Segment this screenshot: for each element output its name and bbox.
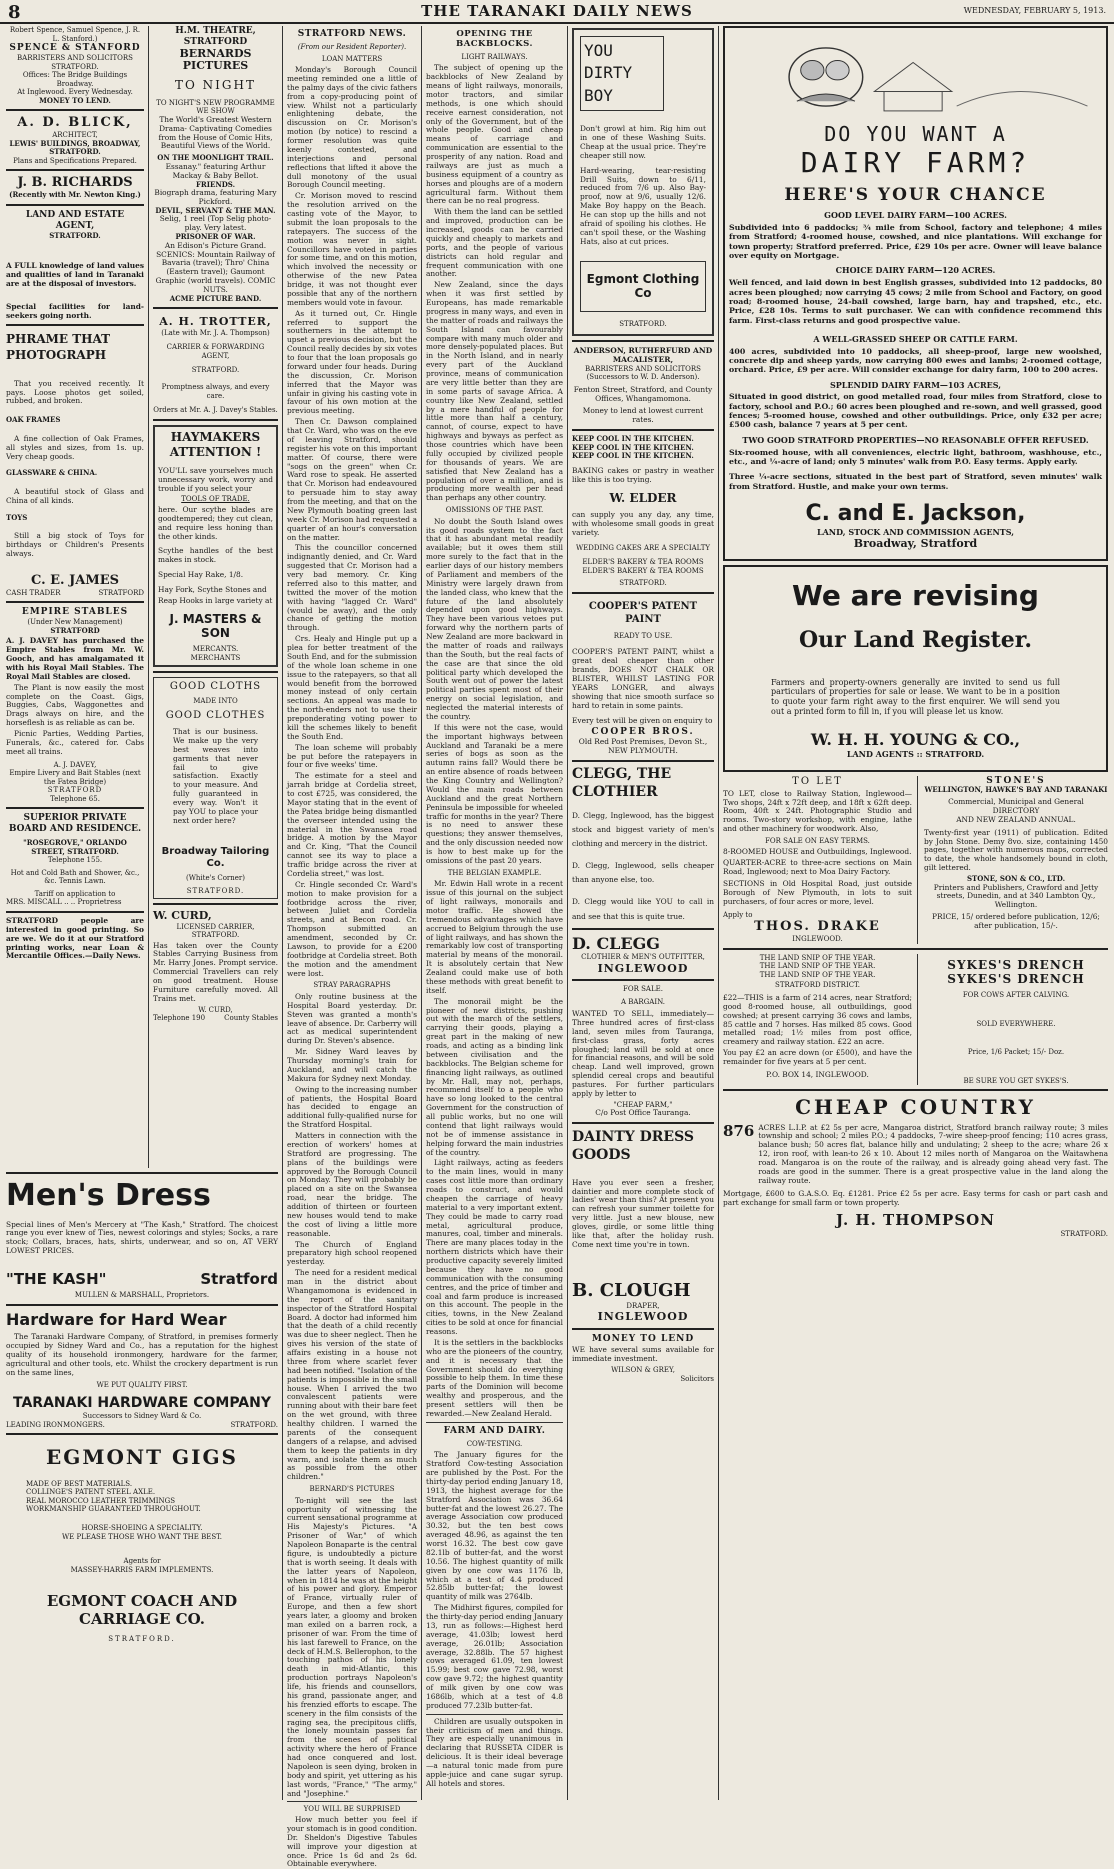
spence-inglewood: At Inglewood. Every Wednesday.: [17, 88, 133, 97]
trotter-trade: CARRIER & FORWARDING AGENT,: [166, 343, 265, 360]
blick-title: ARCHITECT,: [52, 131, 98, 140]
snip-text: £22—THIS is a farm of 214 acres, near Stratford; good 8-roomed house, all outbuildings, good cowshed; at present carrying 36 cows and lambs, 85 cattle and 7 horses. Has milked 85 cows. Good metalled road; 1½ miles from post office, creamery and railway station. £22 an acre.: [723, 992, 912, 1047]
bernards-pictures: BERNARDS PICTURES: [179, 46, 252, 73]
column-rule: [421, 26, 422, 1800]
news-para-13: Matters in connection with the erection of workers' homes at Stratford are progressing. The plans of the buildings were approved by the Borough Council on Monday. They will probably be placed on a site on the Swansea road, near the bridge. The addition of thirteen or fourteen new houses would tend to make the cost of living a little more reasonable.: [287, 1131, 417, 1238]
massey-harris: MASSEY-HARRIS FARM IMPLEMENTS.: [70, 1565, 214, 1574]
snip-district: STRATFORD DISTRICT.: [775, 981, 860, 990]
stones-text: Twenty-first year (1911) of publication. Edited by John Stone. Demy 8vo. size, containing 1450 pages, together with numerous maps, corrected to date, the whole handsomely bound in cloth, gilt lettered.: [923, 827, 1108, 873]
empire-title: EMPIRE STABLES: [21, 607, 129, 618]
blick-address: LEWIS' BUILDINGS, BROADWAY, STRATFORD.: [9, 138, 141, 157]
sykes-drench-1: SYKES'S DRENCH: [947, 957, 1085, 972]
davey-name: A. J. DAVEY,: [53, 760, 97, 769]
please-best: WE PLEASE THOSE WHO WANT THE BEST.: [61, 1532, 223, 1541]
news-para-14: The Church of England preparatory high school reopened yesterday.: [287, 1239, 417, 1267]
spence-partners: Robert Spence, Samuel Spence, J. R. L. Stanford.): [9, 26, 141, 43]
revising-text: Farmers and property-owners generally are invited to send us full particulars of properties for sale or lease. We want to be in a position to quote your farm right away to the first enquirer. We will send you out a printed form to fill in, if you will please let us know.: [771, 677, 1060, 716]
theatre-title: H.M. THEATRE, STRATFORD: [175, 26, 256, 47]
sykes-sure: BE SURE YOU GET SYKES'S.: [963, 1076, 1069, 1085]
trotter-promptness: Promptness always, and every care.: [161, 383, 270, 400]
moonlight-text: Essanay." featuring Arthur Mackay & Baby Bellot.: [165, 161, 266, 180]
news-para-4: Then Cr. Dawson complained that Cr. Ward, who was on the eve of leaving Stratford, should register his vote on this important matter. Of course, there were "sogs on the green" when Cr. Ward rose to speak. He asserted that Cr. Morison had endeavoured to persuade him to stay away from the meeting, and that on the New Plymouth boating green last week Cr. Morison had requested a quarter of an hour's conversation on the matter.: [287, 417, 417, 542]
money-to-lend: MONEY TO LEND: [591, 1333, 695, 1344]
money-text: WE have several sums available for immediate investment.: [572, 1345, 714, 1364]
clegg-text: D. Clegg, Inglewood, has the biggest stock and biggest variety of men's clothing and mercery in the district.: [572, 811, 714, 849]
thompson-name: J. H. THOMPSON: [836, 1211, 995, 1230]
loan-matters: LOAN MATTERS: [321, 54, 383, 63]
horse-shoeing: HORSE-SHOEING A SPECIALITY.: [81, 1524, 203, 1532]
spence-town: STRATFORD.: [51, 62, 99, 71]
land-register-ad: [723, 565, 1108, 772]
cheap-country-price: 876: [723, 1121, 755, 1140]
curd-text: Has taken over the County Stables Carrying Business from Mr. Harry Jones. Prompt service. Commercial Travellers can rely on good treatment. House Furniture carefully moved. All Trains met.: [153, 940, 278, 1003]
haymakers-hooks: Reap Hooks in large variety at: [158, 595, 273, 605]
glass-text: A beautiful stock of Glass and China of all kinds.: [6, 486, 144, 505]
bernards-pictures-heading: BERNARD'S PICTURES: [309, 1485, 395, 1494]
mens-dress-title: Men's Dress: [6, 1178, 211, 1213]
snip-sykes-row: [723, 954, 1108, 1085]
article-para-5: If this were not the case, would the important highways between Auckland and Taranaki be a mere series of bogs as soon as the autumn rains fall? Would there be an entire absence of roads between the King Country and Wellington? Would the main roads between Auckland and the great Northern Peninsula be impossible for wheeled traffic for months in the year? There is no need to answer these questions; they answer themselves, and the only discussion needed now is how to best make up for the omissions of the past 20 years.: [426, 722, 563, 865]
news-para-15: The need for a resident medical man in the district about Whangamomona is evidenced in the report of the sanitary inspector of the Stratford Hospital Board. A doctor had informed him that the death of a child recently was due to sheer neglect. Then he gives his version of the state of affairs existing in a house not three from where scarlet fever had been notified. "Isolation of the patients is impossible in the small house. When I arrived the two convalescent patients were running about with their bare feet on the wet ground, with three healthy children. I warned the parents of the consequent dangers of a relapse, and advised them to keep the patients in dry warm, and isolate them as much as possible from the other children.": [287, 1268, 417, 1482]
stones-ad: [924, 776, 1108, 944]
sykes-sub: FOR COWS AFTER CALVING.: [962, 991, 1070, 1000]
masters-sub-2: MERCHANTS: [190, 653, 241, 662]
spence-title: BARRISTERS AND SOLICITORS: [17, 54, 133, 63]
farm-2-heading: CHOICE DAIRY FARM—120 ACRES.: [835, 265, 996, 276]
jackson-address: Broadway, Stratford: [853, 537, 978, 551]
rosegrove-proprietress: MRS. MISCALL .. .. Proprietress: [6, 898, 122, 907]
kash-proprietors: MULLEN & MARSHALL, Proprietors.: [74, 1291, 210, 1300]
land-agent-special: Special facilities for land-seekers going north.: [6, 301, 144, 320]
thompson-town: STRATFORD.: [1060, 1229, 1108, 1238]
wilson-grey: WILSON & GREY,: [611, 1366, 675, 1375]
land-agent-town: STRATFORD.: [49, 230, 101, 240]
baking-text: BAKING cakes or pastry in weather like this is too trying.: [572, 465, 714, 484]
news-para-1: Monday's Borough Council meeting reminded one a little of the palmy days of the civic fathers from a copy-producing point of view. Whilst not a particularly enlightening debate, the discussion on Cr. Morison's motion (by notice) to rescind a former resolution was quite keenly contested, and interjections and personal reflections that lifted it above the dull monotony of the usual Borough Council meeting.: [287, 65, 417, 190]
surprised-text: How much better you feel if your stomach is in good condition. Dr. Sheldon's Digestive Tabules will improve your digestion at once. Price 1s 6d and 2s 6d. Obtainable everywhere.: [287, 1815, 417, 1869]
wedding-cakes: WEDDING CAKES ARE A SPECIALTY: [575, 543, 711, 552]
dainty-title: DAINTY DRESS GOODS: [572, 1129, 694, 1164]
article-para-2: With them the land can be settled and improved, production can be increased, goods can be carried quickly and cheaply to markets and ports, and the people of various districts can hold regular and frequent communication with one another.: [426, 207, 563, 279]
newspaper-title: THE TARANAKI DAILY NEWS: [421, 1, 693, 20]
davey-address: Empire Livery and Bait Stables (next the Fatea Bridge): [9, 769, 141, 786]
moonlight-title: ON THE MOONLIGHT TRAIL.: [157, 153, 274, 163]
land-agent-text: A FULL knowledge of land values and qualities of land in Taranaki are at the disposal of investors.: [6, 261, 144, 288]
curd-signature: W. CURD,: [198, 1005, 233, 1014]
made-into: MADE INTO: [193, 697, 238, 706]
anderson-firm: ANDERSON, RUTHERFURD AND MACALISTER,: [573, 346, 713, 365]
do-you-want: DO YOU WANT A: [824, 122, 1007, 146]
superior-title: SUPERIOR PRIVATE BOARD AND RESIDENCE.: [8, 813, 142, 835]
sections-text: SECTIONS in Old Hospital Road, just outside Borough of New Plymouth, in lots to suit purchasers, of four acres or more, level.: [723, 879, 912, 906]
for-sale-heading: FOR SALE.: [623, 985, 663, 994]
dirty-boy-ad: [572, 28, 714, 336]
article-para-3: New Zealand, since the days when it was first settled by Europeans, has made remarkable progress in many ways, and even in the matter of roads and railways the South Island can favourably compare with many much older and more densely-populated places. But in the North Island, and in nearly every part of the Auckland province, means of communication are very little better than they are in some parts of savage Africa. A country like New Zealand, settled by a mere handful of people for little more than half a century, cannot, of course, expect to have highways and byways as perfect as those countries which have been fully occupied by civilized people for thousands of years. We are satisfied that New Zealand has a population of over a million, and is producing more wealth per head than perhaps any other country.: [426, 280, 563, 503]
column-5: [572, 26, 714, 1802]
davey-town: STRATFORD: [47, 786, 103, 795]
empire-text-2: The Plant is now easily the most complete on the Coast. Gigs, Buggies, Cabs, Waggonettes and Drags always on hire, and the horseflesh is as reliable as can be.: [6, 682, 144, 728]
jackson-name: C. and E. Jackson,: [805, 500, 1026, 526]
snip-text-2: You pay £2 an acre down (or £500), and have the remainder for five years at 5 per cent.: [723, 1048, 912, 1067]
curd-stables: County Stables: [224, 1014, 278, 1023]
masthead: [0, 0, 1114, 24]
hardware-title: Hardware for Hard Wear: [6, 1309, 227, 1329]
russeta-cider-ad: Children are usually outspoken in their criticism of men and things. They are especially unanimous in declaring that RUSSETA CIDER is delicious. It is their ideal beverage—a natural tonic made from pure apple-juice and cane sugar syrup. All hotels and stores.: [426, 1716, 563, 1788]
column-6: [723, 26, 1108, 1802]
oak-heading: OAK FRAMES: [6, 415, 61, 425]
for-sale-easy: FOR SALE ON EASY TERMS.: [765, 837, 870, 846]
belgian-heading: THE BELGIAN EXAMPLE.: [447, 868, 542, 877]
clough-sub: DRAPER,: [626, 1301, 660, 1310]
farm-1-heading: GOOD LEVEL DAIRY FARM—100 ACRES.: [824, 210, 1007, 221]
farm-3-heading: A WELL-GRASSED SHEEP OR CATTLE FARM.: [813, 333, 1018, 344]
haymakers-text-2: here. Our scythe blades are goodtempered; they cut clean, and require less honing than the other kinds.: [158, 504, 273, 541]
cooper-title: COOPER'S PATENT PAINT: [588, 600, 698, 625]
richards-sub: (Recently with Mr. Newton King.): [9, 190, 141, 200]
backblocks-heading: OPENING THE BACKBLOCKS.: [456, 29, 533, 50]
broadway-tailoring: Broadway Tailoring Co.: [161, 845, 270, 869]
omissions-heading: OMISSIONS OF THE PAST.: [445, 506, 544, 515]
clegg-text-2: D. Clegg, Inglewood, sells cheaper than anyone else, too.: [572, 861, 714, 885]
column-rule: [282, 26, 283, 1800]
drake-ad: [723, 776, 918, 944]
hardware-successors: Successors to Sidney Ward & Co.: [82, 1412, 202, 1421]
stones-publisher: STONE, SON & CO., LTD.: [966, 874, 1066, 884]
news-para-6: Crs. Healy and Hingle put up a plea for better treatment of the South End, and for the submission of the whole loan scheme in one issue to the ratepayers, so that all would benefit from the borrowed money instead of only certain sections. An appeal was made to the north-enders not to use their preponderating voting power to kill the schemes likely to benefit the South End.: [287, 634, 417, 741]
egmont-gigs: EGMONT GIGS: [46, 1445, 238, 1470]
spence-firm: SPENCE & STANFORD: [9, 43, 141, 54]
tailoring-ad: [153, 677, 278, 899]
stratford-news-byline: (From our Resident Reporter).: [297, 42, 407, 51]
richards-name: J. B. RICHARDS: [17, 175, 133, 191]
kash-town: Stratford: [200, 1270, 278, 1289]
prisoner-text: An Edison's Picture Grand. SCENICS: Mountain Railway of Bavaria (travel); Thro' China (Eastern travel); Gaumont Graphic (world travels). COMIC NUTS.: [155, 240, 276, 295]
news-para-10: Only routine business at the Hospital Board yesterday. Dr. Steven was granted a month's leave of absence. Dr. Carberry will act as medical superintendent during Dr. Steven's absence.: [287, 991, 417, 1046]
good-cloths: GOOD CLOTHS: [169, 681, 262, 693]
article-para-9: It is the settlers in the backblocks who are the pioneers of the country, and it is necessary that the Government should do everything possible to help them. In time these parts of the Dominion will become wealthy and prosperous, and the present settlers will then be rewarded.—New Zealand Herald.: [426, 1337, 563, 1418]
new-programme: TO NIGHT'S NEW PROGRAMME: [156, 98, 275, 107]
cooper-test: Every test will be given on enquiry to: [572, 715, 713, 725]
column-rule: [148, 26, 149, 1168]
drake-name: THOS. DRAKE: [754, 919, 881, 935]
article-para-10: The January figures for the Stratford Cow-testing Association are published by the Post. For the thirty-day period ending January 18, 1913, the highest average for the Stratford Association was 36.64 butter-fat and the lowest 26.27. The average Association cow produced 30.32, but the ten best cows averaged 48.96, as against the ten worst 16.32. The best cow gave 82.1lb of butter-fat, and the worst 10.56. The highest quantity of milk given by one cow was 1176 lb, which at a test of 4.4 produced 52.85lb butter-fat; the lowest quantity of milk was 2764lb.: [426, 1450, 563, 1602]
kash-name: "THE KASH": [6, 1270, 107, 1289]
land-snip-1: THE LAND SNIP OF THE YEAR.: [759, 953, 876, 962]
broadway-corner: (White's Corner): [185, 874, 245, 883]
stones-nz: AND NEW ZEALAND ANNUAL.: [956, 814, 1076, 824]
article-para-1: The subject of opening up the backblocks of New Zealand by means of light railways, monorails, motor tractors, and similar methods, is one which should receive earnest consideration, not only of the Government, but of the whole people. Good and cheap means of carriage and communication are essential to the prosperity of any nation. Road and railways are just as much a business equipment of a country as horses and ploughs are of a modern agricultural farm. Without them there can be no real progress.: [426, 63, 563, 206]
apply-to: Apply to: [723, 910, 753, 919]
farm-dairy-heading: FARM AND DAIRY.: [443, 1425, 546, 1436]
coach-town: STRATFORD.: [108, 1634, 176, 1643]
prisoner-title: PRISONER OF WAR.: [175, 232, 256, 242]
keep-cool-1: KEEP COOL IN THE KITCHEN.: [572, 434, 694, 444]
sykes-drench-2: SYKES'S DRENCH: [947, 972, 1085, 987]
cheap-farm-address: C/o Post Office Tauranga.: [595, 1108, 691, 1118]
tonight-heading: TO NIGHT: [175, 78, 256, 93]
quarter-acre-text: QUARTER-ACRE to three-acre sections on Main Road, Inglewood; next to Moa Dairy Factory.: [723, 858, 912, 877]
egmont-coach: EGMONT COACH AND CARRIAGE CO.: [46, 1592, 238, 1629]
farm-6-text: Three ¼-acre sections, situated in the best part of Stratford, seven minutes' walk from Stratford. Hustle, and make your own terms.: [729, 472, 1102, 491]
dainty-text: Have you ever seen a fresher, daintier and more complete stock of ladies' wear than this? At present you can refresh your summer toilette for very little. Just a new blouse, new gloves, girdle, or some little thing like that, after the holiday rush. Come next time you're in town.: [572, 1177, 714, 1249]
friends-title: FRIENDS.: [195, 179, 236, 189]
stratford-news-heading: STRATFORD NEWS.: [297, 29, 407, 39]
farm-5-heading: TWO GOOD STRATFORD PROPERTIES—NO REASONABLE OFFER REFUSED.: [742, 434, 1089, 445]
masters-name: J. MASTERS & SON: [169, 611, 262, 641]
cheap-country-body: [723, 1122, 1108, 1188]
curd-name: W. CURD,: [153, 909, 212, 923]
jackson-sub: LAND, STOCK AND COMMISSION AGENTS,: [816, 526, 1015, 537]
keep-cool-2: KEEP COOL IN THE KITCHEN.: [572, 442, 694, 452]
news-para-7: The loan scheme will probably be put before the ratepayers in four or five weeks' time.: [287, 742, 417, 770]
news-para-3: As it turned out, Cr. Hingle referred to support the southerners in the attempt to upset a previous decision, but the Council really decides by six votes to four that the loan proposals go forward under four heads. During the discussion, Cr. Morison inferred that the Mayor was unfair in giving his casting vote in favour of his own motion at the previous meeting.: [287, 308, 417, 416]
elder-bakery-1: ELDER'S BAKERY & TEA ROOMS: [582, 558, 704, 567]
gigs-line-3: REAL MOROCCO LEATHER TRIMMINGS: [26, 1496, 176, 1505]
heres-your-chance: HERE'S YOUR CHANCE: [784, 184, 1047, 205]
surprised-heading: YOU WILL BE SURPRISED: [303, 1805, 401, 1814]
haymakers-scythe: Scythe handles of the best makes in stock.: [158, 546, 273, 565]
farm-4-text: Situated in good district, on good metalled road, four miles from Stratford, close to factory, school and P.O.; 60 acres been ploughed and re-sown, and well grassed, good fences; 5-roomed house, cowshed and other outbuildings. Price, only £32 per acre; £500 cash, balance 7 years at 5 per cent.: [729, 392, 1102, 430]
stones-title: STONE'S: [986, 775, 1046, 786]
trotter-town: STRATFORD.: [191, 366, 240, 375]
elder-name: W. ELDER: [609, 490, 677, 505]
light-railways: LIGHT RAILWAYS.: [461, 52, 528, 61]
anderson-successors: (Successors to W. D. Anderson).: [586, 373, 700, 382]
young-sub: LAND AGENTS :: STRATFORD.: [846, 748, 985, 759]
dairy-farm-ad: [723, 26, 1108, 561]
rosegrove-tariff: Tariff on application to: [34, 889, 116, 898]
toys-text: Still a big stock of Toys for birthdays or Children's Presents always.: [6, 531, 144, 558]
elder-bakery-2: ELDER'S BAKERY & TEA ROOMS: [582, 566, 704, 575]
snip-box: P.O. BOX 14, INGLEWOOD.: [766, 1069, 869, 1079]
spence-offices: Offices: The Bridge Buildings Broadway.: [22, 71, 128, 88]
land-snip-2: THE LAND SNIP OF THE YEAR.: [759, 962, 876, 971]
james-town: STRATFORD: [98, 588, 144, 597]
trotter-sub: (Late with Mr. J. A. Thompson): [161, 328, 270, 337]
keep-cool-3: KEEP COOL IN THE KITCHEN.: [572, 451, 694, 461]
anderson-money: Money to lend at lowest current rates.: [582, 406, 704, 425]
devil-title: DEVIL, SERVANT & THE MAN.: [155, 205, 276, 215]
anderson-title: BARRISTERS AND SOLICITORS: [585, 364, 701, 373]
acme-band: ACME PICTURE BAND.: [169, 293, 262, 303]
issue-date: WEDNESDAY, FEBRUARY 5, 1913.: [963, 6, 1106, 15]
quality-first: WE PUT QUALITY FIRST.: [96, 1380, 188, 1389]
cooper-address: Old Red Post Premises, Devon St., NEW PLYMOUTH.: [578, 737, 708, 756]
hardware-text: The Taranaki Hardware Company, of Stratford, in premises formerly occupied by Sidney Ward and Co., has a reputation for the highest quality of its household ironmongery, hardware for the farmer, agricultural and other tools, etc. Whilst the crockery department is run on the same lines,: [6, 1332, 278, 1377]
clegg-text-3: D. Clegg would like YOU to call in and see that this is quite true.: [572, 897, 714, 921]
hardware-town: STRATFORD.: [230, 1420, 278, 1429]
cheap-country-text-2: Mortgage, £600 to G.A.S.O. Eq. £1281. Price £2 5s per acre. Easy terms for cash or part cash and part exchange for small farm or town property.: [723, 1188, 1108, 1207]
wilson-solicitors: Solicitors: [680, 1374, 714, 1383]
article-para-4: No doubt the South Island owes its good roads system to the fact that it has abundant metal readily available; but it owes them still more surely to the fact that in the earlier days of our history members of Parliament and members of the Ministry were largely drawn from the landed class, who knew that the future of the land absolutely depended upon good highways. They have been various vetoes put forward why the northern parts of New Zealand are more backward in the matter of roads and railways than the South, but the real facts of the case are that since the old political party which developed the South went out of power the latest political parties spent most of their energy on social legislation, and neglected the material interests of the country.: [426, 516, 563, 721]
gigs-line-2: COLLINGE'S PATENT STEEL AXLE.: [26, 1488, 156, 1497]
trotter-orders: Orders at Mr. A. J. Davey's Stables.: [153, 406, 278, 415]
rosegrove-address: "ROSEGROVE," ORLANDO STREET, STRATFORD.: [23, 838, 127, 856]
stones-sub: WELLINGTON, HAWKE'S BAY AND TARANAKI: [924, 785, 1108, 795]
news-para-8: The estimate for a steel and jarrah bridge at Cordelia street, to cost £725, was considered, the Mayor stating that in the event of the Patea bridge being dismantled the overseer intended using the material in the Swansea road bridge. A motion by the Mayor and Cr. King, "That the Council cannot see its way to place a traffic bridge across the river at Cordelia street," was lost.: [287, 771, 417, 878]
egmont-clothing: Egmont Clothing Co: [580, 261, 706, 312]
land-snip-3: THE LAND SNIP OF THE YEAR.: [759, 970, 876, 979]
revising-title: We are revising: [792, 578, 1039, 612]
empire-town: STRATFORD: [50, 625, 100, 635]
wash-suits-text-2: Hard-wearing, tear-resisting Drill Suits, down to 6/11, reduced from 7/6 up. Also Bay-proof, now at 9/6, usually 12/6. Make Boy happy on the Beach. He can stop up the hills and not afraid of spoiling his clothes. He can't spoil these, or the Washing Hats, also at cut prices.: [580, 165, 706, 246]
news-para-9: Cr. Hingle seconded Cr. Ward's motion to make provision for a footbridge across the river, between Juliet and Cordelia streets, and at Becon road. Cr. Thompson submitted an amendment, seconded by Cr. Lawson, to provide for a £200 footbridge at Cordelia street. Both the motion and the amendment were lost.: [287, 879, 417, 978]
land-agent-heading: LAND AND ESTATE AGENT,: [25, 209, 125, 231]
empire-sub: (Under New Management): [27, 618, 123, 627]
haymakers-ad: [153, 425, 278, 668]
trotter-name: A. H. TROTTER,: [159, 315, 272, 329]
dairy-farm-title: DAIRY FARM?: [800, 146, 1031, 180]
davey-phone: Telephone 65.: [50, 794, 100, 803]
spence-money: MONEY TO LEND.: [39, 95, 111, 105]
wide-ads: [6, 1172, 278, 1802]
d-clegg-sub: CLOTHIER & MEN'S OUTFITTER,: [581, 953, 705, 962]
lower-ads: [723, 776, 1108, 944]
cheap-country-text: ACRES L.I.P. at £2 5s per acre, Mangaroa district, Stratford branch railway route; 3 miles township and school; 2 miles P.O.; 4 paddocks, 7-wire sheep-proof fencing; 110 acres grass, balance bush; 50 acres flat, balance hilly and undulating; 2 sheep to the acre; whare 26 x 12, iron roof, with lean-to 26 x 10. About 12 miles north of Mangaroa on the Waitawhena road. Mangaroa is on the route of the railway, and is already going ahead very fast. The roads are good in the summer. There is a great prospective value in the land along the railway route.: [758, 1122, 1108, 1185]
hardware-ironmongers: LEADING IRONMONGERS.: [6, 1420, 105, 1429]
cheap-farm: "CHEAP FARM,": [613, 1100, 673, 1109]
farm-4-heading: SPLENDID DAIRY FARM—103 ACRES,: [829, 379, 1002, 390]
tailoring-text: That is our business. We make up the very best weaves into garments that never fail to give satisfaction. Exactly to your measure. And fully guaranteed in every way. Won't it pay YOU to place your next order here?: [173, 727, 258, 825]
haymakers-title: HAYMAKERS ATTENTION !: [169, 429, 262, 460]
article-para-11: The Midhirst figures, compiled for the thirty-day period ending January 13, run as follows:—Highest herd average, 41.03lb; lowest herd average, 26.01lb; Association average, 32.88lb. The 57 highest cows averaged 61.09, ten lowest 15.99; best cow gave 72.98, worst cow gave 9.72; the highest quantity of milk given by one cow was 1686lb, which at a test of 4.8 produced 77.23lb butter-fat.: [426, 1603, 563, 1710]
stratford-printing-notice: STRATFORD people are interested in good printing. So are we. We do it at our Stratford printing works, near Loan & Mercantile Offices.—Daily News.: [6, 915, 144, 961]
farm-2-text: Well fenced, and laid down in best English grasses, subdivided into 12 paddocks, 80 acres been ploughed; now carrying 45 cows; 2 mile from School and Factory, on good road; 8-roomed house, 24-bail cowshed, large barn, hay and trapshed, etc., etc. Price, £28 10s. Terms to suit purchaser. We can with confidence recommend this farm. First-class returns and good prospective value.: [729, 278, 1102, 325]
sykes-sold: SOLD EVERYWHERE.: [976, 1019, 1056, 1028]
land-register-title: Our Land Register.: [799, 627, 1032, 654]
empire-text-3: Picnic Parties, Wedding Parties, Funerals, &c., catered for. Cabs meet all trains.: [6, 729, 144, 756]
column-1: [6, 26, 144, 1166]
broadway-town: STRATFORD.: [186, 886, 245, 895]
james-name: C. E. JAMES: [30, 572, 120, 588]
cooper-bros: COOPER BROS.: [591, 727, 695, 738]
news-para-11: Mr. Sidney Ward leaves by Thursday morning's train for Auckland, and will catch the Makura for Sydney next Monday.: [287, 1047, 417, 1083]
oak-text: A fine collection of Oak Frames, all styles and sizes, from 1s. up. Very cheap goods.: [6, 433, 144, 461]
column-3: [287, 26, 417, 1869]
page-number: 8: [8, 2, 21, 23]
taranaki-hardware: TARANAKI HARDWARE COMPANY: [13, 1395, 271, 1412]
egmont-clothing-town: STRATFORD.: [619, 319, 667, 328]
drake-town: INGLEWOOD.: [792, 935, 843, 944]
to-let-heading: TO LET: [792, 775, 843, 787]
clough-name: B. CLOUGH: [572, 1279, 691, 1301]
wash-suits-text: Don't growl at him. Rig him out in one of these Washing Suits. Cheap at the usual price. They're cheaper still now.: [580, 124, 706, 160]
d-clegg-town: INGLEWOOD: [597, 961, 689, 975]
good-clothes: GOOD CLOTHES: [165, 709, 266, 721]
clough-town: INGLEWOOD: [597, 1310, 689, 1324]
haymakers-rake: Special Hay Rake, 1/8.: [158, 570, 244, 580]
bargain-heading: A BARGAIN.: [620, 997, 666, 1006]
rosegrove-bath: Hot and Cold Bath and Shower, &c., &c. Tennis Lawn.: [10, 868, 140, 886]
elder-text: can supply you any day, any time, with wholesome small goods in great variety.: [572, 510, 714, 537]
phrame-text: That you received recently. It pays. Loose photos get soiled, rubbed, and broken.: [6, 378, 144, 406]
stones-publisher-2: Printers and Publishers, Crawford and Jetty streets, Dunedin, and at 340 Lambton Qy., Wellington.: [933, 882, 1099, 910]
wanted-to-sell-text: WANTED TO SELL, immediately—Three hundred acres of first-class land, seven miles from Tauranga, first-class grass, forty acres ploughed; land will be sold at once for financial reasons, and will be sold cheap. Land well improved, grown splendid cereal crops and beautiful pastures. For further particulars apply by letter to: [572, 1009, 714, 1098]
phrame-title: PHRAME THAT PHOTOGRAPH: [6, 332, 111, 363]
cooper-text: COOPER'S PATENT PAINT, whilst a great deal cheaper than other brands, DOES NOT CHALK OR BLISTER, WHILST LASTING FOR YEARS LONGER, and always showing that nice smooth surface so hard to retain in some paints.: [572, 647, 714, 710]
for-sale-easy-text: 8-ROOMED HOUSE and Outbuildings, Inglewood.: [723, 846, 912, 856]
empire-text: A. J. DAVEY has purchased the Empire Stables from Mr. W. Gooch, and has amalgamated it with his Royal Mail Stables. The Royal Mail Stables are closed.: [6, 636, 144, 681]
glass-heading: GLASSWARE & CHINA.: [6, 468, 98, 478]
rosegrove-phone: Telephone 155.: [47, 856, 103, 865]
column-rule: [718, 26, 719, 1800]
column-4: [426, 26, 563, 1802]
toys-heading: TOYS: [6, 512, 28, 522]
anderson-address: Fenton Street, Stratford, and County Offices, Whangamomona.: [573, 384, 713, 403]
news-para-12: Owing to the increasing number of patients, the Hospital Board has decided to engage an additional fully-qualified nurse for the Stratford Hospital.: [287, 1084, 417, 1130]
column-rule: [567, 26, 568, 1800]
gigs-line-1: MADE OF BEST MATERIALS.: [26, 1479, 133, 1488]
curd-title: LICENSED CARRIER, STRATFORD.: [176, 922, 255, 940]
blick-name: A. D. BLICK,: [17, 115, 133, 131]
elder-town: STRATFORD.: [619, 579, 667, 588]
mens-dress-text: Special lines of Men's Mercery at "The Kash," Stratford. The choicest range you ever knew of Ties, newest colorings and styles; Socks, a rare stock; Collars, braces, hats, shirts, underwear, and so on, AT VERY LOWEST PRICES.: [6, 1219, 278, 1256]
friends-text: Biograph drama, featuring Mary Pickford.: [154, 188, 277, 206]
couple-illustration-icon: [729, 32, 1102, 122]
haymakers-text: YOU'LL save yourselves much unnecessary work, worry and trouble if you select your: [158, 465, 273, 493]
haymakers-tools: TOOLS OF TRADE.: [181, 495, 250, 504]
we-show: WE SHOW: [196, 107, 235, 116]
article-para-7: The monorail might be the pioneer of new districts, pushing out with the march of the settlers, carrying their goods, playing a great part in the making of new roads, and acting as a binding link between civilisation and the backblocks. The Belgian scheme for financing light railways, as outlined by Mr. Hall, may not, perhaps, recommend itself to a people who have so long looked to the central Government for the construction of all public works, but no one will contend that light railways would not be of immense assistance in helping forward the main industries of the country.: [426, 996, 563, 1157]
cow-testing-heading: COW-TESTING.: [466, 1439, 523, 1448]
sykes-ad: [924, 954, 1108, 1085]
d-clegg-name: D. CLEGG: [572, 933, 660, 953]
dirty-boy-title: YOU DIRTY BOY: [580, 36, 664, 111]
show-description: The World's Greatest Western Drama- Captivating Comedies from the House of Comic Hits, Beautiful Views of the World.: [158, 114, 273, 151]
stones-price: PRICE, 15/ ordered before publication, 12/6; after publication, 15/-.: [932, 912, 1100, 931]
young-name: W. H. H. YOUNG & CO.,: [810, 730, 1021, 750]
curd-phone: Telephone 190: [153, 1014, 206, 1023]
haymakers-forks: Hay Fork, Scythe Stones and: [158, 585, 267, 595]
blick-plans: Plans and Specifications Prepared.: [13, 156, 137, 165]
land-snip-ad: [723, 954, 918, 1085]
news-para-5: This the councillor concerned indignantly denied, and Cr. Ward suggested that Cr. Morison had a very bad memory. Cr. King referred also to this matter, and twitted the mover of the motion with having "lagged Cr. Ward" (would be away), and the only chance of getting the motion through.: [287, 543, 417, 633]
ready-to-use: READY TO USE.: [613, 631, 673, 640]
cheap-country-title: CHEAP COUNTRY: [795, 1095, 1036, 1120]
stray-paragraphs: STRAY PARAGRAPHS: [313, 981, 391, 990]
to-let-text: TO LET, close to Railway Station, Inglewood—Two shops, 24ft x 72ft deep, and 18ft x 62ft deep. Room, 40ft x 24ft. Photographic Studio and rooms. Two-story workshop, with engine, lathe and other machinery for woodwork. Also,: [723, 788, 912, 834]
column-2: [153, 26, 278, 1166]
farm-1-text: Subdivided into 6 paddocks; ¾ mile from School, factory and telephone; 4 miles from Stratford; 4-roomed house, cowshed, and nice plantations. Will exchange for town property; Stratford preferred. Price, £29 10s per acre. Owner will leave balance over equity on Mortgage.: [729, 223, 1102, 261]
agents-for: Agents for: [123, 1557, 161, 1566]
news-para-16: To-night will see the last opportunity of witnessing the current sensational programme at His Majesty's Pictures. "A Prisoner of War," of which Napoleon Bonaparte is the central figure, is undoubtedly a picture that is worth seeing. It deals with the latter years of Napoleon, when in 1814 he was at the height of his power and glory. Emperor of France, virtually ruler of Europe, and then a few short years later, a gloomy and broken man exiled on a barren rock, a prisoner of war. From the time of his last farewell to France, on the deck of H.M.S. Bellerophon, to the touching pathos of his lonely death in mid-Atlantic, this production portrays Napoleon's life, his friends and counsellors, his grand, passionate anger, and his frenzied efforts to escape. The scenery in the film consists of the raging sea, the precipitous cliffs, the lonely mountain passes far from the scenes of political activity where the hero of France had once conquered and lost. Napoleon is seen dying, broken in body and spirit, yet uttering as his last words, "France," "The army," and "Josephine.": [287, 1495, 417, 1798]
sykes-price: Price, 1/6 Packet; 15/- Doz.: [967, 1048, 1065, 1057]
gigs-line-4: WORKMANSHIP GUARANTEED THROUGHOUT.: [26, 1505, 201, 1514]
farm-3-text: 400 acres, subdivided into 10 paddocks, all sheep-proof, large new woolshed, concrete dip and sheep yards, now carrying 800 ewes and lambs; 2-roomed cottage, orchard. Price, £9 per acre. Will consider exchange for dairy farm, 100 to 200 acres.: [729, 346, 1102, 375]
devil-text: Selig, 1 reel (Top Selig photo-play. Very latest.: [159, 214, 272, 233]
article-para-8: Light railways, acting as feeders to the main lines, would in many cases cost little more than ordinary roads to construct, and would cheapen the carriage of heavy material to a very important extent. They could be made to carry road metal, agricultural produce, manures, coal, timber and minerals. There are many places today in the northern districts which have their productive capacity severely limited because they have no good communication with the consuming centres, and the price of timber and coal and farm produce is increased on this account. The people in the cities, towns, in the New Zealand cities to be sold at once for financial reasons.: [426, 1158, 563, 1337]
news-para-2: Cr. Morison moved to rescind the resolution arrived on the casting vote of the Mayor, to submit the loan proposals to the ratepayers. The success of the motion was never in sight. Councillors have voted in parties for some time, and on this motion, which involved the necessity or otherwise of the new Patea bridge, it was not thought ever possible that any of the northern members would vote in favour.: [287, 191, 417, 307]
farm-5-text: Six-roomed house, with all conveniences, electric light, bathroom, washhouse, etc., etc., and ¼-acre of land; only 5 minutes' walk from P.O. Easy terms. Apply early.: [729, 447, 1102, 466]
stones-directory: Commercial, Municipal and General DIRECTORY: [948, 797, 1084, 815]
article-para-6: Mr. Edwin Hall wrote in a recent issue of this journal on the subject of light railways, monorails and motor traffic. He showed the tremendous advantages which have accrued to Belgium through the use of light railways, and has shown the remarkably low cost of transporting material by means of the monorail. It is absolutely certain that New Zealand could make use of both these methods with great benefit to itself.: [426, 879, 563, 995]
masters-sub: MERCANTS.: [192, 645, 239, 654]
clegg-title: CLEGG, THE CLOTHIER: [572, 766, 672, 800]
james-trade: CASH TRADER: [6, 588, 61, 597]
